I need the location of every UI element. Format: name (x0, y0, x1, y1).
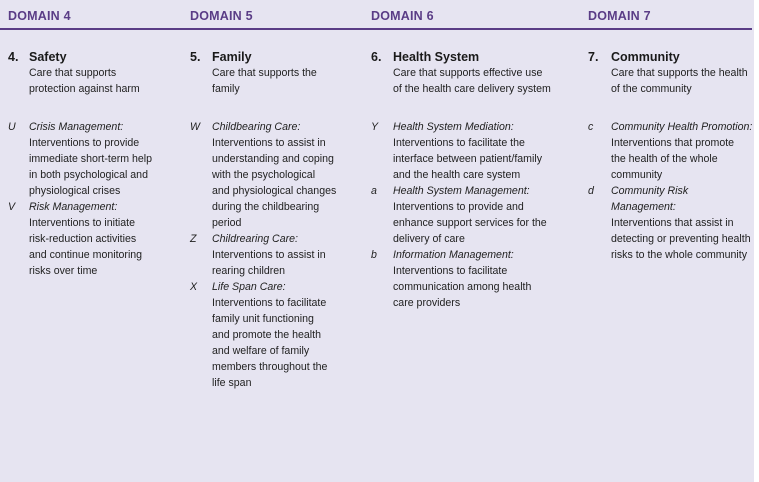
class-letter: a (371, 185, 377, 197)
class-description: Interventions to facilitate the interface between patient/family and the health care system (393, 137, 542, 181)
class-letter: b (371, 249, 377, 261)
domain-5-name: Family (212, 50, 252, 64)
domain-5-number: 5. (190, 50, 201, 64)
class-title: Risk Management: (29, 201, 118, 213)
domain-6-description: Care that supports effective use of the health care delivery system (393, 67, 551, 95)
class-item (371, 247, 581, 311)
class-item (588, 183, 753, 263)
class-description: Interventions that assist in detecting or preventing health risks to the whole community (611, 217, 751, 261)
class-description: Interventions to assist in understanding and coping with the psychological and physiological changes during the childbearing period (212, 137, 337, 229)
class-description: Interventions to provide and enhance support services for the delivery of care (393, 201, 547, 245)
domain-6-classes (371, 119, 581, 311)
class-description: Interventions to facilitate communication among health care providers (393, 265, 532, 309)
class-title: Crisis Management: (29, 121, 124, 133)
class-title: Childbearing Care: (212, 121, 301, 133)
class-title: Community Health Promotion: (611, 121, 753, 133)
class-title: Childrearing Care: (212, 233, 298, 245)
page-edge (754, 0, 759, 482)
class-item (190, 119, 362, 231)
domain-5-classes (190, 119, 362, 391)
class-title: Health System Management: (393, 185, 530, 197)
class-description: Interventions to facilitate family unit functioning and promote the health and welfare of family members throughout the life span (212, 297, 328, 389)
class-letter: U (8, 121, 16, 133)
class-description: Interventions to provide immediate short-term help in both psychological and physiological crises (29, 137, 153, 197)
domain-4-number: 4. (8, 50, 19, 64)
domain-4-description: Care that supports protection against harm (29, 67, 140, 95)
domain-5-title (190, 49, 360, 65)
domain-7-description: Care that supports the health of the community (611, 67, 748, 95)
domain-7-classes (588, 119, 753, 263)
domain-7-title (588, 49, 753, 65)
domain-4-name: Safety (29, 50, 67, 64)
domain-5-header: DOMAIN 5 (190, 9, 253, 23)
domain-7-header: DOMAIN 7 (588, 9, 651, 23)
domain-5-summary (190, 49, 360, 97)
domain-5-description: Care that supports the family (212, 67, 317, 95)
class-item (371, 183, 581, 247)
class-letter: d (588, 185, 594, 197)
class-letter: W (190, 121, 200, 133)
class-letter: c (588, 121, 594, 133)
domain-7-number: 7. (588, 50, 599, 64)
class-title: Health System Mediation: (393, 121, 514, 133)
domain-7-summary (588, 49, 753, 97)
class-description: Interventions to assist in rearing children (212, 249, 326, 277)
domain-6-number: 6. (371, 50, 382, 64)
domain-4-classes (8, 119, 180, 279)
class-item (371, 119, 581, 183)
domain-6-title (371, 49, 576, 65)
class-item (8, 199, 180, 279)
class-title: Life Span Care: (212, 281, 286, 293)
domain-4-header: DOMAIN 4 (8, 9, 71, 23)
class-letter: Y (371, 121, 379, 133)
domain-6-summary (371, 49, 576, 97)
class-item (190, 231, 362, 279)
class-description: Interventions to initiate risk-reduction activities and continue monitoring risks over time (29, 217, 143, 277)
class-letter: V (8, 201, 16, 213)
class-description: Interventions that promote the health of the whole community (611, 137, 735, 181)
domain-4-title (8, 49, 178, 65)
class-item (190, 279, 362, 391)
domain-4-summary (8, 49, 178, 97)
class-letter: Z (190, 233, 197, 245)
class-item (8, 119, 180, 199)
class-title: Information Management: (393, 249, 514, 261)
class-item (588, 119, 753, 183)
domain-6-header: DOMAIN 6 (371, 9, 434, 23)
domain-6-name: Health System (393, 50, 480, 64)
class-title: Community Risk Management: (611, 185, 689, 213)
class-letter: X (190, 281, 198, 293)
domain-7-name: Community (611, 50, 680, 64)
